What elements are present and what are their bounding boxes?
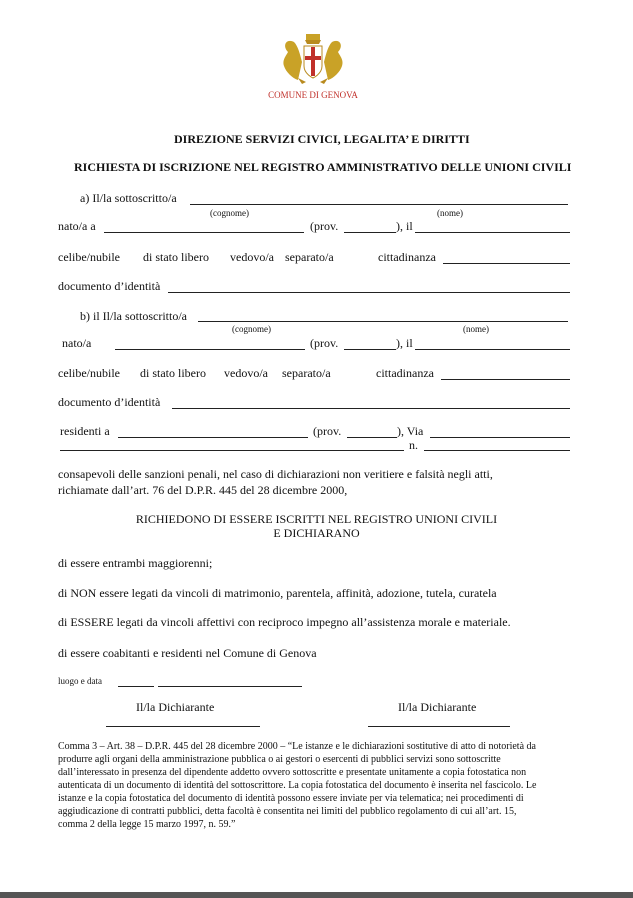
section-b-civico-field[interactable] [424,450,570,451]
declaration-maggiorenni: di essere entrambi maggiorenni; [58,556,213,570]
dichiarante-2-signature-field[interactable] [368,726,510,727]
section-b-celibe[interactable]: celibe/nubile [58,366,120,380]
section-b-prov2-field[interactable] [347,437,397,438]
declaration-non-legati: di NON essere legati da vincoli di matrimonio, parentela, affinità, adozione, tutela, curatela [58,586,497,600]
declaration-coabitanti: di essere coabitanti e residenti nel Comune di Genova [58,646,317,660]
section-a-stato-libero[interactable]: di stato libero [143,250,209,264]
section-a-cittadinanza: cittadinanza [378,250,436,264]
section-a-prov: (prov. [310,219,339,233]
data-field[interactable] [158,686,302,687]
footnote-line-5: istanze e la copia fotostatica del documento di identità possono essere inviate per via telematica; nei procedimenti di [58,793,524,804]
footnote-line-7: comma 2 della legge 15 marzo 1997, n. 59.” [58,819,236,830]
section-b-prov-field[interactable] [344,349,396,350]
logo-text: COMUNE DI GENOVA [268,90,358,100]
section-b-nome-hint: (nome) [463,324,489,334]
section-b-name-field[interactable] [198,321,568,322]
section-b-prov: (prov. [310,336,339,350]
section-a-il: ), il [396,219,413,233]
section-a-name-field[interactable] [190,204,568,205]
section-b-vedovo[interactable]: vedovo/a [224,366,268,380]
section-b-birthplace-field[interactable] [115,349,305,350]
section-a-birthdate-field[interactable] [415,232,570,233]
section-a-documento-field[interactable] [168,292,570,293]
section-a-celibe[interactable]: celibe/nubile [58,250,120,264]
section-b-via-continuation-field[interactable] [60,450,404,451]
section-b-n: n. [409,438,418,452]
section-b-separato[interactable]: separato/a [282,366,331,380]
section-b-cognome-hint: (cognome) [232,324,271,334]
luogo-field[interactable] [118,686,154,687]
richiamate-text: richiamate dall’art. 76 del D.P.R. 445 del 28 dicembre 2000, [58,483,348,497]
declaration-legati: di ESSERE legati da vincoli affettivi con reciproco impegno all’assistenza morale e materiale. [58,615,511,629]
section-b-nato: nato/a [62,336,92,350]
section-a-birthplace-field[interactable] [104,232,304,233]
section-a-separato[interactable]: separato/a [285,250,334,264]
section-b-documento: documento d’identità [58,395,161,409]
section-b-cittadinanza: cittadinanza [376,366,434,380]
section-b-birthdate-field[interactable] [415,349,570,350]
title-direzione: DIREZIONE SERVIZI CIVICI, LEGALITA’ E DIRITTI [174,132,470,146]
section-b-residenti: residenti a [60,424,110,438]
section-b-stato-libero[interactable]: di stato libero [140,366,206,380]
dichiarante-1-signature-field[interactable] [106,726,260,727]
footnote-line-1: Comma 3 – Art. 38 – D.P.R. 445 del 28 dicembre 2000 – “Le istanze e le dichiarazioni sostitutive di atto di notorietà da [58,741,536,752]
dichiarano-heading: E DICHIARANO [273,526,360,540]
section-b-documento-field[interactable] [172,408,570,409]
dichiarante-1-label: Il/la Dichiarante [136,700,215,714]
section-b-residenza-field[interactable] [118,437,308,438]
section-a-documento: documento d’identità [58,279,161,293]
section-b-il: ), il [396,336,413,350]
footnote-line-3: dall’interessato in presenza del dipendente addetto ovvero sottoscritte e presentate unitamente a copia fotostatica non [58,767,527,778]
section-b-label: b) il Il/la sottoscritto/a [80,309,187,323]
comune-genova-logo [268,32,358,104]
section-b-via: ), Via [397,424,424,438]
section-b-prov2: (prov. [313,424,342,438]
page-bottom-border [0,892,633,898]
luogo-data-label: luogo e data [58,676,102,686]
section-a-cognome-hint: (cognome) [210,208,249,218]
section-a-prov-field[interactable] [344,232,396,233]
consapevoli-text: consapevoli delle sanzioni penali, nel caso di dichiarazioni non veritiere e falsità negli atti, [58,467,493,481]
footnote-line-4: autenticata di un documento di identità del sottoscrittore. La copia fotostatica del documento è inserita nel fascicolo. Le [58,780,537,791]
dichiarante-2-label: Il/la Dichiarante [398,700,477,714]
footnote-line-2: produrre agli organi della amministrazione pubblica o ai gestori o esercenti di pubblici servizi sono sottoscritte [58,754,501,765]
title-richiesta: RICHIESTA DI ISCRIZIONE NEL REGISTRO AMMINISTRATIVO DELLE UNIONI CIVILI [74,160,572,174]
section-a-nato: nato/a a [58,219,96,233]
section-b-via-field[interactable] [430,437,570,438]
footnote-line-6: aggiudicazione di contratti pubblici, detta facoltà è consentita nei limiti del pubblico regolamento di cui all’art. 15, [58,806,517,817]
richiedono-heading: RICHIEDONO DI ESSERE ISCRITTI NEL REGISTRO UNIONI CIVILI [135,512,498,526]
section-a-label: a) Il/la sottoscritto/a [80,191,177,205]
section-a-vedovo[interactable]: vedovo/a [230,250,274,264]
section-b-cittadinanza-field[interactable] [441,379,570,380]
section-a-nome-hint: (nome) [437,208,463,218]
section-a-cittadinanza-field[interactable] [443,263,570,264]
